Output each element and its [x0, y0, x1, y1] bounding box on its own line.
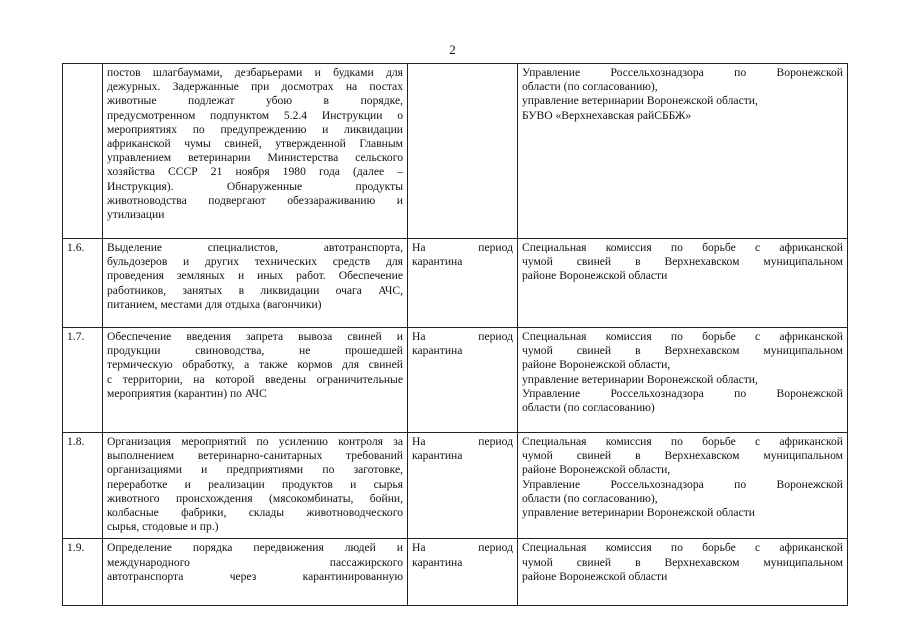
- responsible-line: чумой свиней в Верхнехавском муниципальном: [522, 555, 843, 569]
- responsible-line: Специальная комиссия по борьбе с африканской: [522, 330, 843, 343]
- responsible-cell: [518, 539, 848, 606]
- page-number: 2: [449, 42, 456, 57]
- row-number: 1.7.: [63, 328, 103, 433]
- measure-line: бульдозеров и других технических средств для: [107, 255, 403, 269]
- responsible-line: районе Воронежской области,: [522, 463, 671, 477]
- table-row-1-8: [63, 433, 848, 539]
- measure-line: проведения земляных и иных работ. Обеспечение: [107, 269, 403, 283]
- measure-line: утилизации: [107, 208, 165, 222]
- measure-line: африканской чумы свиней, утвержденной Главным: [107, 137, 403, 151]
- measure-cell: [103, 433, 408, 539]
- term-line: На период: [412, 241, 513, 254]
- term-line: карантина: [412, 449, 463, 463]
- term-line: карантина: [412, 555, 463, 569]
- measure-cell: [103, 239, 408, 328]
- term-line: карантина: [412, 255, 463, 269]
- responsible-line: Специальная комиссия по борьбе с африканской: [522, 541, 843, 555]
- responsible-line: области (по согласованию),: [522, 491, 658, 505]
- measure-line: колбасные фабрики, склады животноводческого: [107, 506, 403, 520]
- responsible-line: области (по согласованию): [522, 401, 655, 415]
- measure-cell: [103, 64, 408, 239]
- measure-line: Выделение специалистов, автотранспорта,: [107, 241, 403, 254]
- measure-line: продукции свиноводства, не прошедшей: [107, 344, 403, 358]
- measure-line: Обеспечение введения запрета вывоза свиней и: [107, 330, 403, 343]
- row-number: 1.9.: [63, 539, 103, 606]
- responsible-cell: [518, 328, 848, 433]
- term-line: На период: [412, 435, 513, 448]
- term-cell: [408, 239, 518, 328]
- measure-line: животноводства подвергают обеззараживанию и: [107, 193, 403, 207]
- measure-line: питанием, местами для отдыха (вагончики): [107, 297, 322, 311]
- measure-line: животные подлежат убою в порядке,: [107, 94, 403, 108]
- measure-line: Инструкция). Обнаруженные продукты: [107, 179, 403, 193]
- row-number: 1.8.: [63, 433, 103, 539]
- measure-line: дежурных. Задержанные при досмотрах на постах: [107, 80, 403, 94]
- measure-line: выполнением ветеринарно-санитарных требований: [107, 449, 403, 463]
- term-line: На период: [412, 330, 513, 343]
- row-number: 1.6.: [63, 239, 103, 328]
- term-cell: [408, 328, 518, 433]
- row-number-cell: [63, 64, 103, 239]
- term-cell: [408, 433, 518, 539]
- responsible-line: БУВО «Верхнехавская райСББЖ»: [522, 108, 692, 122]
- measure-line: международного пассажирского: [107, 555, 403, 569]
- measure-line: сырья, стодовые и пр.): [107, 520, 219, 534]
- measure-line: переработке и реализации продуктов и сырья: [107, 477, 403, 491]
- measure-line: Организация мероприятий по усилению контроля за: [107, 435, 403, 448]
- responsible-line: чумой свиней в Верхнехавском муниципальном: [522, 449, 843, 463]
- responsible-line: управление ветеринарии Воронежской области: [522, 506, 755, 520]
- measure-line: животного происхождения (мясокомбинаты, бойни,: [107, 491, 403, 505]
- responsible-cell: [518, 64, 848, 239]
- responsible-line: Специальная комиссия по борьбе с африканской: [522, 241, 843, 254]
- term-cell: [408, 64, 518, 239]
- responsible-line: области (по согласованию),: [522, 80, 658, 94]
- measure-line: хозяйства СССР 21 ноября 1980 года (далее –: [107, 165, 403, 179]
- measure-cell: [103, 328, 408, 433]
- table-row-1-6: [63, 239, 848, 328]
- measure-line: управлением ветеринарии Министерства сельского: [107, 151, 403, 165]
- term-line: карантина: [412, 344, 463, 358]
- responsible-line: районе Воронежской области: [522, 269, 668, 283]
- measure-line: автотранспорта через карантинированную: [107, 569, 403, 583]
- responsible-line: Управление Россельхознадзора по Воронежской: [522, 66, 843, 79]
- responsible-line: районе Воронежской области,: [522, 358, 671, 372]
- responsible-line: районе Воронежской области: [522, 569, 668, 583]
- term-cell: [408, 539, 518, 606]
- measure-line: организациями и предприятиями по заготовке,: [107, 463, 403, 477]
- responsible-line: чумой свиней в Верхнехавском муниципальном: [522, 255, 843, 269]
- measure-line: с территории, на которой введены ограничительные: [107, 372, 403, 386]
- measure-line: мероприятия (карантин) по АЧС: [107, 386, 267, 400]
- responsible-line: управление ветеринарии Воронежской области,: [522, 94, 758, 108]
- responsible-line: управление ветеринарии Воронежской области,: [522, 372, 758, 386]
- responsible-line: Специальная комиссия по борьбе с африканской: [522, 435, 843, 448]
- responsible-cell: [518, 239, 848, 328]
- measure-line: термическую обработку, а также кормов для свиней: [107, 358, 403, 372]
- table-row-1-9: [63, 539, 848, 606]
- responsible-line: Управление Россельхознадзора по Воронежской: [522, 477, 843, 491]
- table-row-continuation: [63, 64, 848, 239]
- responsible-line: чумой свиней в Верхнехавском муниципальном: [522, 344, 843, 358]
- measures-table: [62, 63, 848, 606]
- responsible-cell: [518, 433, 848, 539]
- measure-line: постов шлагбаумами, дезбарьерами и будками для: [107, 66, 403, 79]
- measure-line: предусмотренном подпунктом 5.2.4 Инструкции о: [107, 108, 403, 122]
- measure-cell: [103, 539, 408, 606]
- measure-line: работников, занятых в ликвидации очага АЧС,: [107, 283, 403, 297]
- responsible-line: Управление Россельхознадзора по Воронежской: [522, 386, 843, 400]
- measure-line: мероприятиях по предупреждению и ликвидации: [107, 122, 403, 136]
- term-line: На период: [412, 541, 513, 555]
- measure-line: Определение порядка передвижения людей и: [107, 541, 403, 555]
- table-row-1-7: [63, 328, 848, 433]
